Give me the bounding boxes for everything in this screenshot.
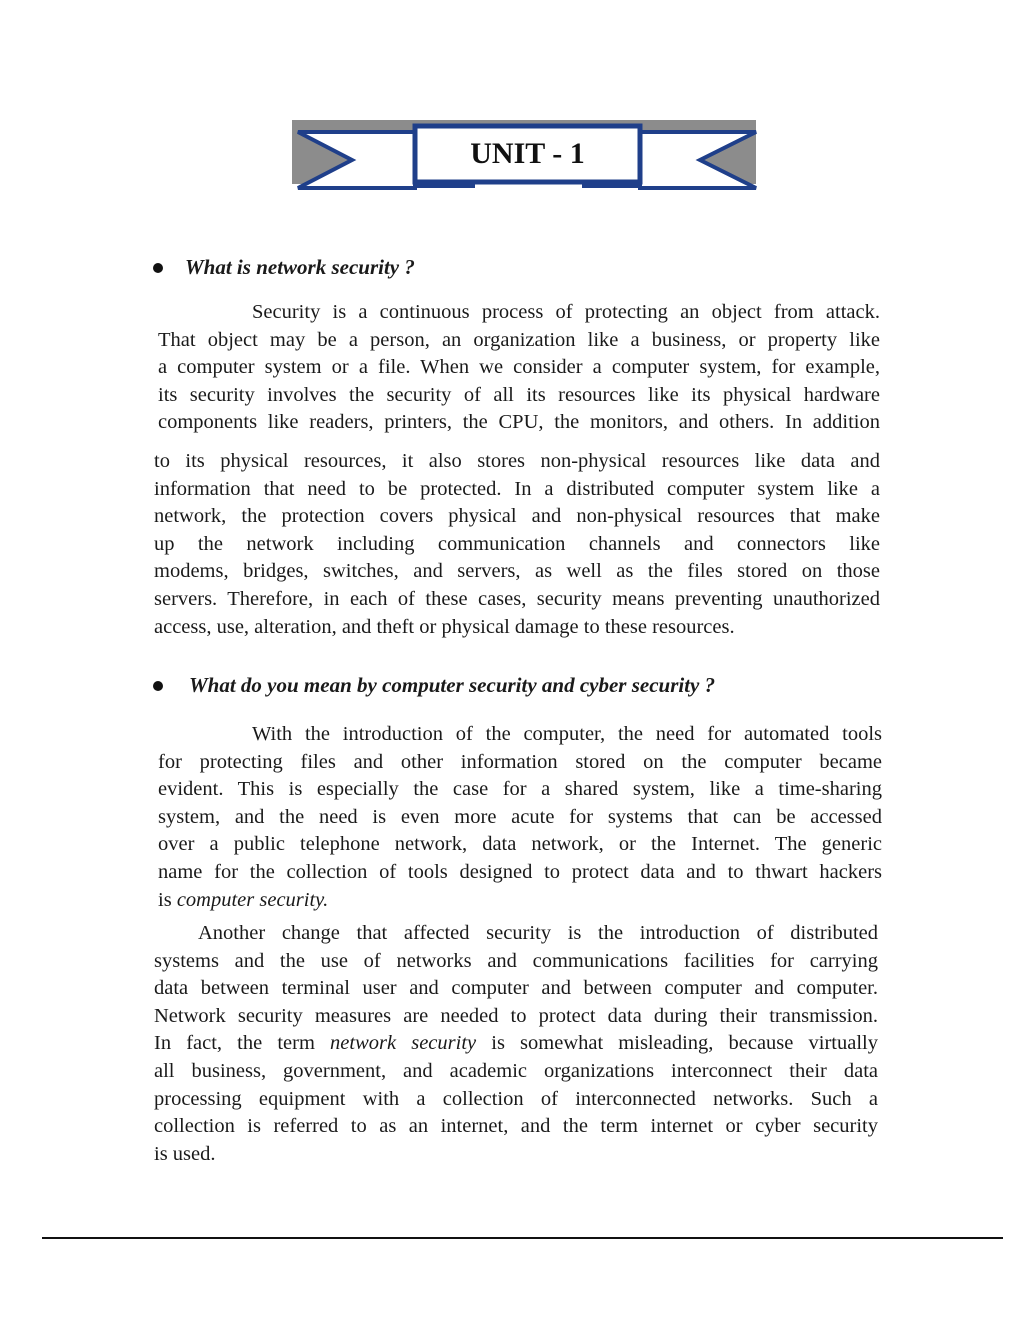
text-line (158, 887, 882, 915)
paragraph (158, 721, 882, 914)
text-line: system, and the need is even more acute for systems that can be accessed (158, 805, 882, 828)
text-line: information that need to be protected. In a distributed computer system like a (154, 477, 880, 500)
text-line: With the introduction of the computer, the need for automated tools (252, 723, 882, 745)
text-line: over a public telephone network, data network, or the Internet. The generic (158, 833, 882, 856)
text-line: all business, government, and academic organizations interconnect their data (154, 1059, 878, 1082)
text-line: evident. This is especially the case for a shared system, like a time-sharing (158, 778, 882, 801)
text-line: access, use, alteration, and theft or physical damage to these resources. (154, 615, 735, 638)
text-line: network, the protection covers physical and non-physical resources that make (154, 505, 880, 528)
text-line: That object may be a person, an organization like a business, or property like (158, 328, 880, 351)
text-line: Security is a continuous process of protecting an object from attack. (252, 301, 880, 323)
paragraph (154, 920, 878, 1168)
text-span: is somewhat misleading, because virtually (476, 1032, 878, 1055)
text-line: collection is referred to as an internet, and the term internet or cyber security (154, 1115, 878, 1138)
text-line: modems, bridges, switches, and servers, as well as the files stored on those (154, 560, 880, 583)
section-heading: What is network security ? (185, 255, 415, 279)
text-line: servers. Therefore, in each of these cases, security means preventing unauthorized (154, 587, 880, 610)
text-span: In fact, the term (154, 1032, 331, 1055)
text-line: up the network including communication channels and connectors like (154, 532, 880, 555)
text-line (154, 1030, 878, 1058)
text-line: processing equipment with a collection of interconnected networks. Such a (154, 1087, 878, 1110)
text-line: data between terminal user and computer and between computer and computer. (154, 977, 878, 1000)
italic-term: network security (330, 1032, 477, 1055)
bullet-icon (153, 263, 163, 273)
text-line: a computer system or a file. When we consider a computer system, for example, (158, 356, 880, 379)
text-line: name for the collection of tools designed to protect data and to thwart hackers (158, 860, 882, 883)
text-line: is used. (154, 1142, 216, 1165)
text-line: components like readers, printers, the CPU, the monitors, and others. In addition (158, 411, 880, 434)
bullet-icon (153, 681, 163, 691)
text-line: its security involves the security of all its resources like its physical hardware (158, 383, 880, 406)
text-line: Network security measures are needed to protect data during their transmission. (154, 1004, 878, 1027)
unit-title: UNIT - 1 (470, 137, 585, 170)
text-line: Another change that affected security is the introduction of distributed (198, 922, 878, 944)
paragraph (158, 299, 880, 437)
paragraph (154, 448, 880, 641)
text-line: for protecting files and other information stored on the computer became (158, 750, 882, 773)
section-heading: What do you mean by computer security and cyber security ? (189, 673, 716, 697)
text-line: systems and the use of networks and communications facilities for carrying (154, 949, 878, 972)
footer-rule (42, 1237, 1003, 1239)
italic-term: computer security. (176, 888, 329, 911)
text-span: is (158, 888, 177, 911)
text-line: to its physical resources, it also stores non-physical resources like data and (154, 450, 880, 472)
